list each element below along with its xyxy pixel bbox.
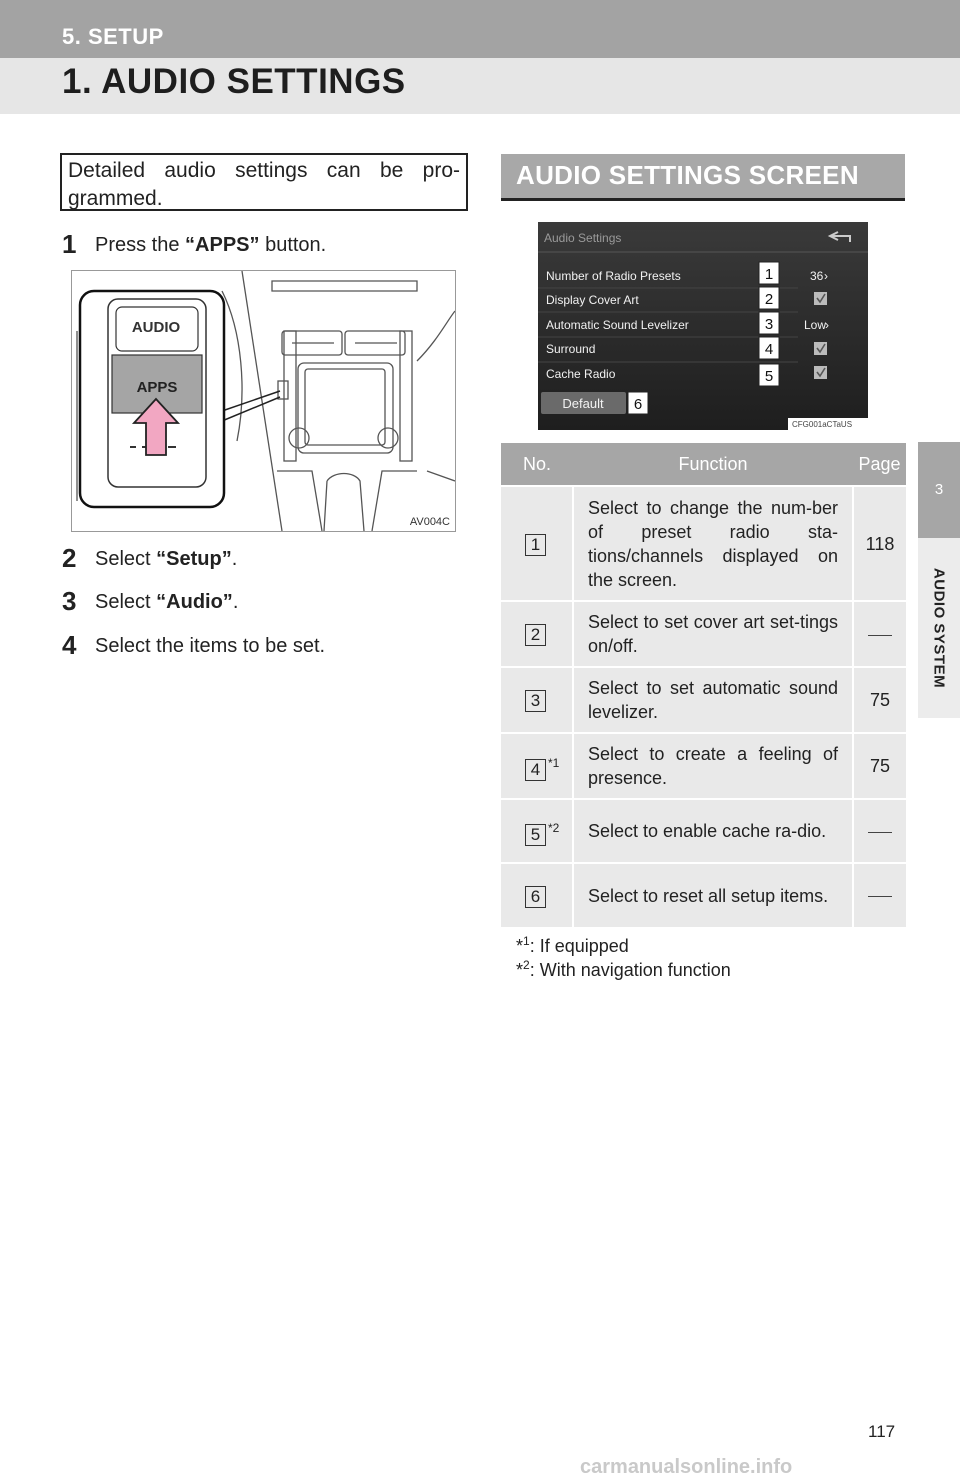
chapter-tab-number: 3 (918, 442, 960, 538)
function-text: Select to create a feeling of presence. (573, 733, 853, 799)
checkbox-icon (814, 292, 827, 305)
chapter-tab (918, 538, 960, 718)
svg-text:5: 5 (764, 368, 774, 385)
item-number-badge: 3 (525, 690, 546, 712)
svg-text:6: 6 (633, 396, 643, 413)
checkbox-icon (814, 342, 827, 355)
col-page: Page (853, 443, 906, 486)
page-ref: 118 (853, 486, 906, 601)
svg-text:Cache Radio: Cache Radio (546, 367, 616, 381)
step-number: 1 (62, 229, 77, 259)
illus-apps-label: APPS (136, 379, 178, 396)
screen-default-button (541, 392, 648, 414)
item-number-badge: 1 (525, 534, 546, 556)
step-number: 3 (62, 586, 77, 616)
intro-box: Detailed audio settings can be pro-grammed. (60, 153, 468, 211)
table-row (501, 486, 906, 601)
dash-mark (868, 832, 892, 833)
audio-settings-screenshot (538, 222, 868, 430)
item-number-badge: 2 (525, 624, 546, 646)
svg-text:Default: Default (562, 396, 604, 411)
table-row (501, 799, 906, 863)
screen-title: Audio Settings (544, 231, 622, 245)
step-1: 1 Press the “APPS” button. (62, 229, 327, 259)
step-key: “Audio” (156, 591, 233, 613)
svg-text:Number of Radio Presets: Number of Radio Presets (546, 269, 681, 283)
watermark: carmanualsonline.info (580, 1456, 793, 1478)
svg-text:Display Cover Art: Display Cover Art (546, 293, 639, 307)
function-text: Select to reset all setup items. (573, 863, 853, 927)
footnote-ref: *1 (548, 756, 560, 771)
table-row (501, 863, 906, 927)
col-function: Function (573, 443, 853, 486)
screen-code: CFG001aCTaUS (792, 420, 853, 429)
dash-mark (868, 896, 892, 897)
function-text: Select to set automatic sound levelizer. (573, 667, 853, 733)
footnote-1: *$^1$: If equipped (516, 934, 629, 956)
svg-text:1: 1 (764, 266, 774, 283)
svg-text:Automatic Sound Levelizer: Automatic Sound Levelizer (546, 318, 689, 332)
apps-button-illustration (71, 270, 456, 532)
svg-text:Surround: Surround (546, 342, 596, 356)
screen-section-title: AUDIO SETTINGS SCREEN (516, 160, 859, 190)
svg-text:›: › (825, 318, 829, 332)
footnote-2: *$^2$: With navigation function (516, 958, 731, 980)
table-row (501, 601, 906, 667)
step-number: 2 (62, 543, 77, 573)
step-2: 2 Select “Setup”. (62, 543, 238, 573)
item-number-badge: 5 (525, 824, 546, 846)
illus-audio-label: AUDIO (131, 319, 181, 336)
page-number: 117 (868, 1422, 896, 1441)
section-label: 5. SETUP (62, 24, 164, 49)
page-title: 1. AUDIO SETTINGS (62, 62, 406, 101)
function-text: Select to change the num-ber of preset radio sta-tions/channels displayed on the screen. (573, 486, 853, 601)
svg-text:4: 4 (764, 341, 774, 358)
footnote-ref: *2 (548, 821, 560, 836)
svg-text:Low: Low (804, 318, 827, 332)
table-row (501, 733, 906, 799)
chapter-tab-label: AUDIO SYSTEM (930, 567, 948, 689)
svg-text:2: 2 (764, 291, 774, 308)
page-ref: 75 (853, 667, 906, 733)
item-number-badge: 6 (525, 886, 546, 908)
step-key: “Setup” (156, 548, 232, 570)
step-4: 4 Select the items to be set. (62, 630, 326, 660)
page-ref: 75 (853, 733, 906, 799)
table-row (501, 667, 906, 733)
function-text: Select to set cover art set-tings on/off. (573, 601, 853, 667)
checkbox-icon (814, 366, 827, 379)
svg-text:3: 3 (764, 316, 774, 333)
step-key: “APPS” (185, 234, 260, 256)
function-text: Select to enable cache ra-dio. (573, 799, 853, 863)
dash-mark (868, 635, 892, 636)
svg-text:36: 36 (810, 269, 824, 283)
step-number: 4 (62, 630, 77, 660)
svg-text:›: › (824, 269, 828, 283)
step-3: 3 Select “Audio”. (62, 586, 239, 616)
item-number-badge: 4 (525, 759, 546, 781)
section-divider (501, 198, 905, 201)
function-table (501, 443, 906, 927)
col-no: No. (501, 443, 573, 486)
illus-code: AV004C (409, 516, 450, 528)
table-header-row (501, 443, 906, 486)
